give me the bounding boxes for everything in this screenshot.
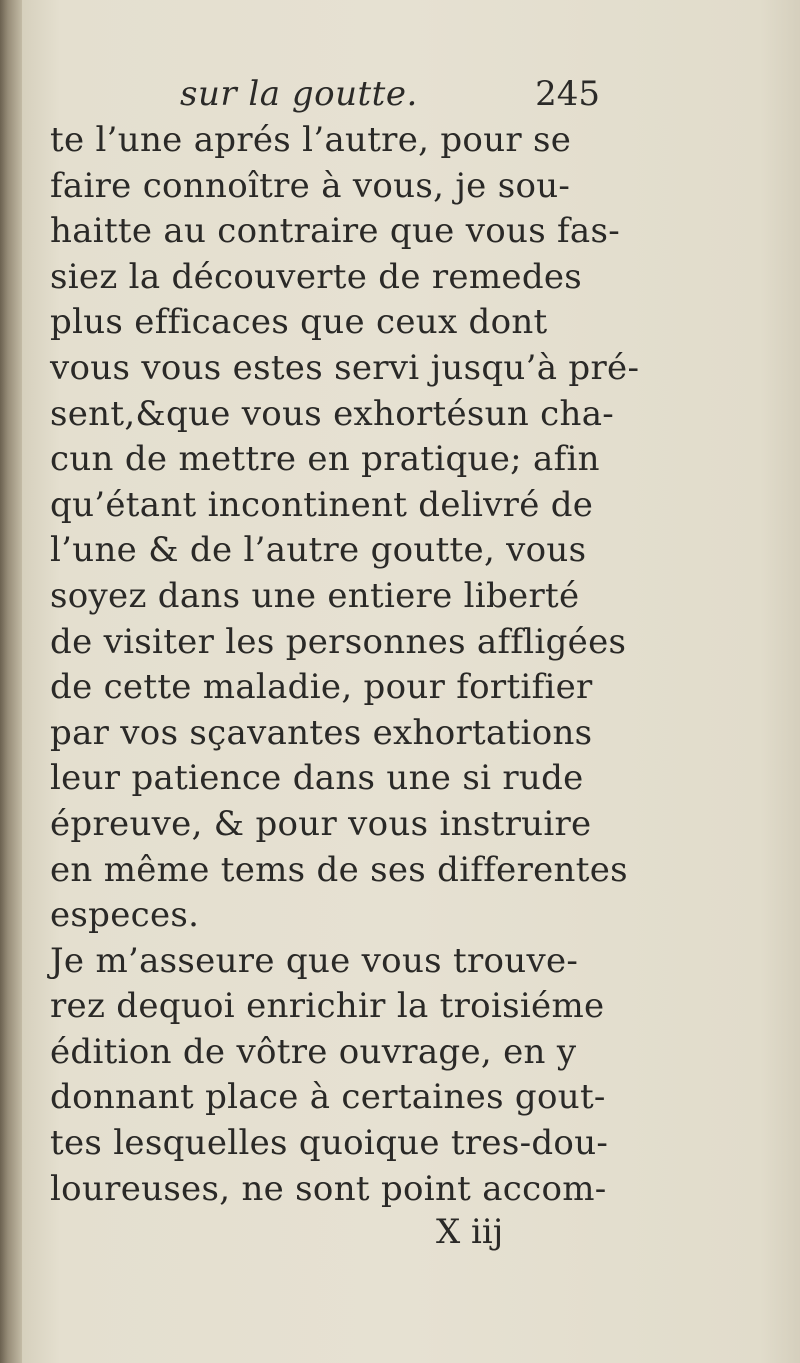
text-line: soyez dans une entiere liberté [50,575,580,616]
page-binding-edge [0,0,22,1363]
text-line: l’une & de l’autre goutte, vous [50,530,587,571]
text-line: leur patience dans une si rude [50,758,584,799]
text-line: sent,&que vous exhortésun cha- [50,393,615,434]
text-line: par vos sçavantes exhortations [50,712,593,753]
text-line: rez dequoi enrichir la troisiéme [50,986,605,1027]
running-title: sur la goutte. [180,74,418,114]
text-line: de cette maladie, pour fortifier [50,667,593,708]
text-line: en même tems de ses differentes [50,849,628,890]
page-number: 245 [535,74,600,114]
text-line: faire connoître à vous, je sou- [50,165,571,206]
text-line: de visiter les personnes affligées [50,621,627,662]
text-line: plus efficaces que ceux dont [50,302,548,343]
text-line: te l’une aprés l’autre, pour se [50,120,572,160]
text-line: vous vous estes servi jusqu’à pré- [50,347,640,388]
text-line: tes lesquelles quoique tres-dou- [50,1123,609,1164]
page-header [180,66,600,126]
text-line: loureuses, ne sont point accom- [50,1168,607,1209]
text-line: épreuve, & pour vous instruire [50,803,592,844]
text-line: siez la découverte de remedes [50,256,583,297]
text-line: donnant place à certaines gout- [50,1077,606,1118]
signature-mark: X iij [436,1212,504,1252]
body-text [50,118,640,1212]
text-line: haitte au contraire que vous fas- [50,211,621,252]
text-line: especes. [50,895,200,936]
text-line: édition de vôtre ouvrage, en y [50,1031,577,1072]
text-line: cun de mettre en pratique; afin [50,439,600,480]
text-line: qu’étant incontinent delivré de [50,484,594,525]
text-line: Je m’asseure que vous trouve- [50,940,579,981]
